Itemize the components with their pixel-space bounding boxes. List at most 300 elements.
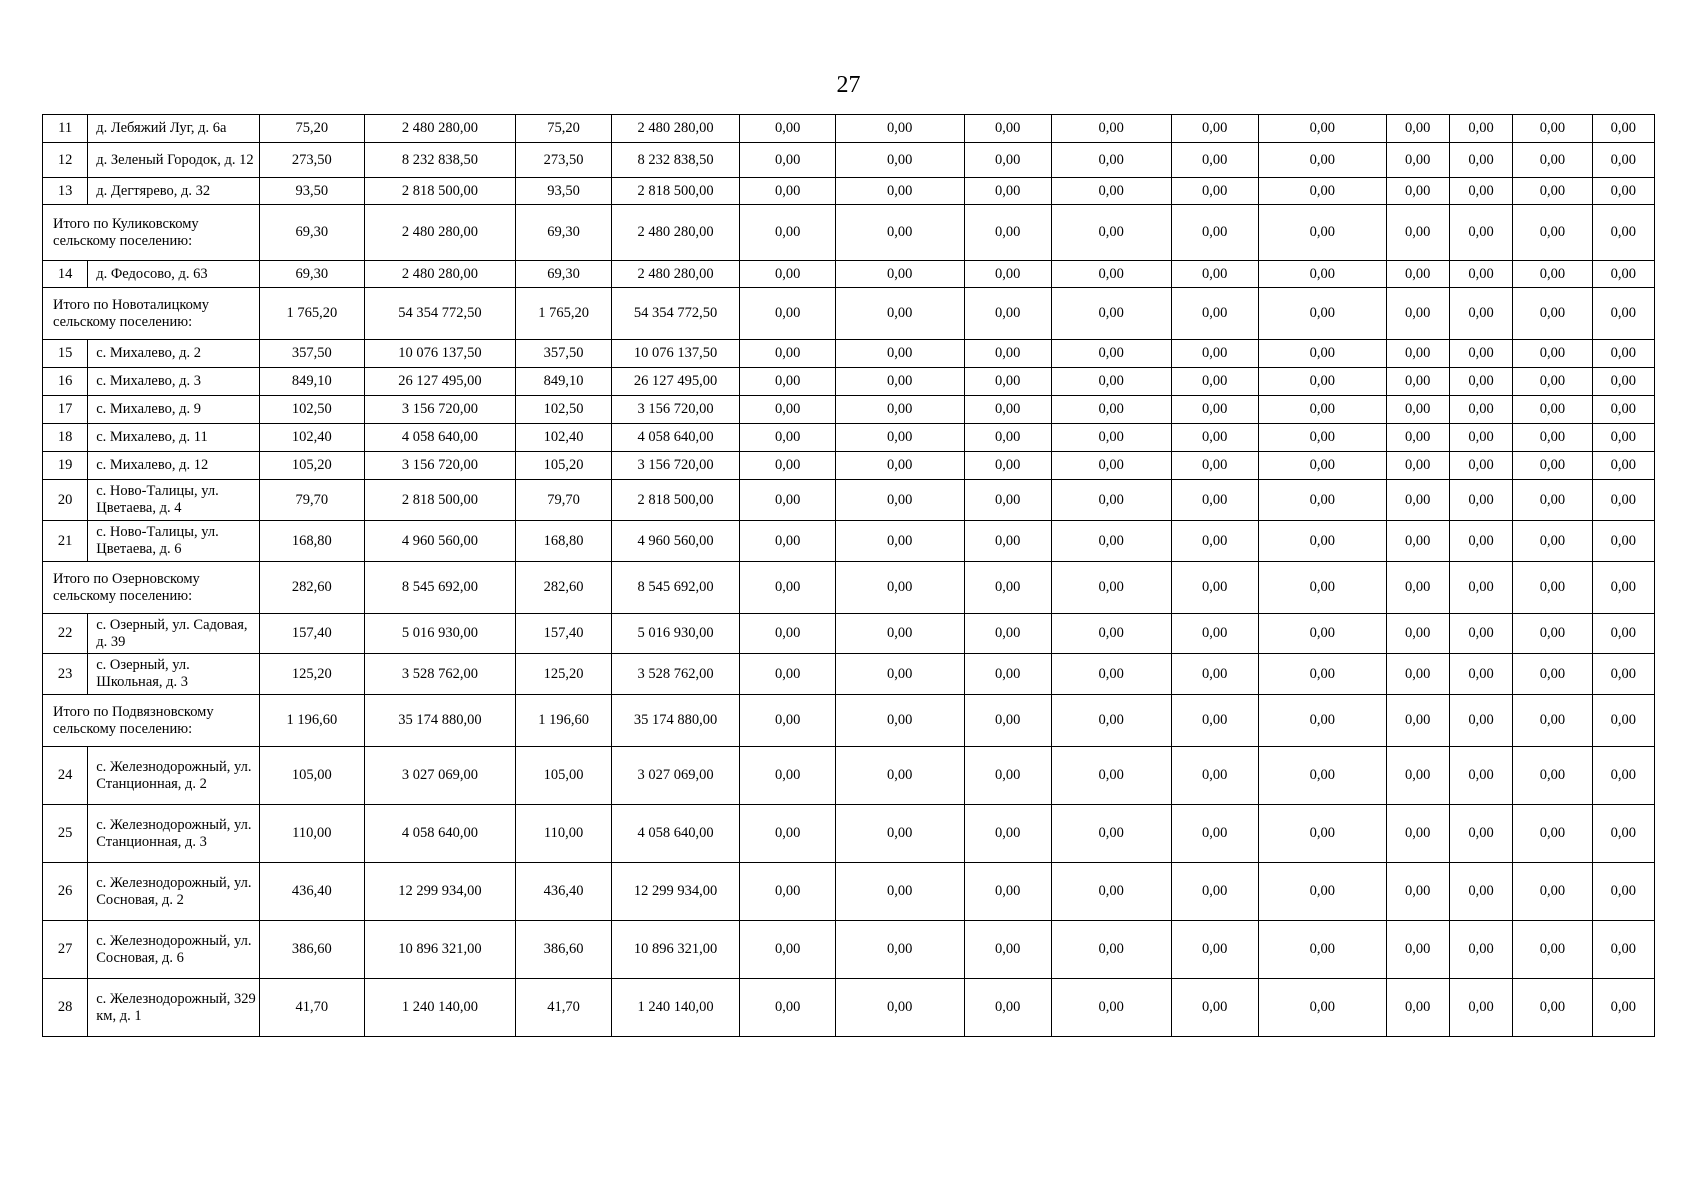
page-number: 27 <box>836 72 861 98</box>
value-cell: 0,00 <box>1592 654 1654 695</box>
value-cell: 168,80 <box>260 521 365 562</box>
value-cell: 0,00 <box>1592 562 1654 614</box>
value-cell: 0,00 <box>1449 695 1512 747</box>
value-cell: 0,00 <box>1592 979 1654 1037</box>
value-cell: 0,00 <box>1171 452 1258 480</box>
value-cell: 0,00 <box>1386 424 1449 452</box>
value-cell: 0,00 <box>1592 396 1654 424</box>
value-cell: 0,00 <box>1386 921 1449 979</box>
value-cell: 0,00 <box>1449 288 1512 340</box>
value-cell: 0,00 <box>1258 805 1386 863</box>
value-cell: 0,00 <box>1258 205 1386 261</box>
value-cell: 54 354 772,50 <box>611 288 740 340</box>
value-cell: 0,00 <box>1449 805 1512 863</box>
value-cell: 0,00 <box>1386 340 1449 368</box>
value-cell: 0,00 <box>740 115 835 143</box>
value-cell: 0,00 <box>1171 921 1258 979</box>
value-cell: 0,00 <box>1051 178 1171 205</box>
value-cell: 0,00 <box>964 521 1051 562</box>
value-cell: 54 354 772,50 <box>364 288 516 340</box>
value-cell: 0,00 <box>740 979 835 1037</box>
value-cell: 168,80 <box>516 521 611 562</box>
value-cell: 0,00 <box>740 695 835 747</box>
value-cell: 0,00 <box>1386 863 1449 921</box>
value-cell: 0,00 <box>964 115 1051 143</box>
address-cell: с. Озерный, ул. Школьная, д. 3 <box>88 654 260 695</box>
value-cell: 0,00 <box>1449 143 1512 178</box>
value-cell: 102,40 <box>516 424 611 452</box>
value-cell: 0,00 <box>964 396 1051 424</box>
value-cell: 0,00 <box>835 396 964 424</box>
value-cell: 93,50 <box>260 178 365 205</box>
value-cell: 0,00 <box>1449 424 1512 452</box>
value-cell: 0,00 <box>1449 115 1512 143</box>
value-cell: 0,00 <box>1171 614 1258 654</box>
value-cell: 0,00 <box>1386 614 1449 654</box>
value-cell: 0,00 <box>1513 921 1592 979</box>
table-row <box>43 340 1655 368</box>
table-row <box>43 115 1655 143</box>
value-cell: 8 232 838,50 <box>364 143 516 178</box>
value-cell: 0,00 <box>1051 452 1171 480</box>
value-cell: 0,00 <box>1513 562 1592 614</box>
value-cell: 0,00 <box>740 205 835 261</box>
value-cell: 0,00 <box>1258 396 1386 424</box>
value-cell: 282,60 <box>516 562 611 614</box>
row-number: 20 <box>43 480 88 521</box>
value-cell: 69,30 <box>516 261 611 288</box>
value-cell: 5 016 930,00 <box>611 614 740 654</box>
value-cell: 0,00 <box>1513 654 1592 695</box>
value-cell: 4 058 640,00 <box>611 805 740 863</box>
value-cell: 2 480 280,00 <box>364 115 516 143</box>
value-cell: 0,00 <box>835 521 964 562</box>
value-cell: 0,00 <box>1258 143 1386 178</box>
value-cell: 3 027 069,00 <box>611 747 740 805</box>
address-cell: д. Зеленый Городок, д. 12 <box>88 143 260 178</box>
value-cell: 0,00 <box>1051 747 1171 805</box>
value-cell: 0,00 <box>1386 396 1449 424</box>
value-cell: 0,00 <box>835 340 964 368</box>
value-cell: 0,00 <box>1051 979 1171 1037</box>
value-cell: 0,00 <box>1592 863 1654 921</box>
value-cell: 12 299 934,00 <box>611 863 740 921</box>
value-cell: 0,00 <box>1051 205 1171 261</box>
value-cell: 0,00 <box>1258 340 1386 368</box>
value-cell: 0,00 <box>1171 805 1258 863</box>
value-cell: 0,00 <box>1513 115 1592 143</box>
row-number: 19 <box>43 452 88 480</box>
value-cell: 110,00 <box>516 805 611 863</box>
value-cell: 436,40 <box>260 863 365 921</box>
value-cell: 0,00 <box>740 805 835 863</box>
value-cell: 102,50 <box>516 396 611 424</box>
subtotal-label: Итого по Новоталицкому сельскому поселению: <box>43 288 260 340</box>
value-cell: 0,00 <box>964 452 1051 480</box>
value-cell: 0,00 <box>964 805 1051 863</box>
value-cell: 282,60 <box>260 562 365 614</box>
value-cell: 3 156 720,00 <box>611 452 740 480</box>
value-cell: 0,00 <box>1449 863 1512 921</box>
table-row <box>43 368 1655 396</box>
value-cell: 4 960 560,00 <box>611 521 740 562</box>
value-cell: 0,00 <box>1513 143 1592 178</box>
value-cell: 10 896 321,00 <box>364 921 516 979</box>
value-cell: 2 818 500,00 <box>364 480 516 521</box>
value-cell: 41,70 <box>516 979 611 1037</box>
value-cell: 0,00 <box>1592 695 1654 747</box>
row-number: 17 <box>43 396 88 424</box>
table-row <box>43 747 1655 805</box>
value-cell: 8 232 838,50 <box>611 143 740 178</box>
value-cell: 436,40 <box>516 863 611 921</box>
subtotal-label: Итого по Озерновскому сельскому поселению: <box>43 562 260 614</box>
row-number: 18 <box>43 424 88 452</box>
value-cell: 0,00 <box>964 747 1051 805</box>
value-cell: 0,00 <box>1386 747 1449 805</box>
value-cell: 0,00 <box>1258 288 1386 340</box>
value-cell: 0,00 <box>740 654 835 695</box>
value-cell: 0,00 <box>1258 452 1386 480</box>
value-cell: 0,00 <box>1592 178 1654 205</box>
value-cell: 2 818 500,00 <box>611 480 740 521</box>
row-number: 25 <box>43 805 88 863</box>
value-cell: 0,00 <box>1171 143 1258 178</box>
value-cell: 0,00 <box>835 178 964 205</box>
table-row <box>43 979 1655 1037</box>
value-cell: 0,00 <box>1051 340 1171 368</box>
value-cell: 75,20 <box>516 115 611 143</box>
value-cell: 0,00 <box>1051 521 1171 562</box>
address-cell: с. Железнодорожный, ул. Станционная, д. 2 <box>88 747 260 805</box>
row-number: 11 <box>43 115 88 143</box>
value-cell: 8 545 692,00 <box>611 562 740 614</box>
value-cell: 26 127 495,00 <box>611 368 740 396</box>
value-cell: 2 480 280,00 <box>611 261 740 288</box>
value-cell: 2 480 280,00 <box>364 261 516 288</box>
value-cell: 0,00 <box>1171 340 1258 368</box>
address-cell: с. Михалево, д. 3 <box>88 368 260 396</box>
row-number: 24 <box>43 747 88 805</box>
row-number: 26 <box>43 863 88 921</box>
value-cell: 0,00 <box>1051 143 1171 178</box>
address-cell: с. Железнодорожный, ул. Сосновая, д. 2 <box>88 863 260 921</box>
value-cell: 0,00 <box>1171 747 1258 805</box>
value-cell: 0,00 <box>1171 115 1258 143</box>
value-cell: 1 765,20 <box>516 288 611 340</box>
value-cell: 0,00 <box>1513 205 1592 261</box>
value-cell: 0,00 <box>964 562 1051 614</box>
value-cell: 0,00 <box>1051 480 1171 521</box>
address-cell: с. Озерный, ул. Садовая, д. 39 <box>88 614 260 654</box>
subtotal-row <box>43 562 1655 614</box>
value-cell: 0,00 <box>835 863 964 921</box>
value-cell: 0,00 <box>1386 521 1449 562</box>
value-cell: 0,00 <box>964 654 1051 695</box>
value-cell: 0,00 <box>1386 178 1449 205</box>
value-cell: 10 076 137,50 <box>611 340 740 368</box>
value-cell: 357,50 <box>260 340 365 368</box>
value-cell: 0,00 <box>1592 921 1654 979</box>
value-cell: 0,00 <box>1051 368 1171 396</box>
value-cell: 0,00 <box>740 288 835 340</box>
value-cell: 0,00 <box>1258 654 1386 695</box>
row-number: 13 <box>43 178 88 205</box>
value-cell: 0,00 <box>1051 614 1171 654</box>
value-cell: 0,00 <box>1386 261 1449 288</box>
value-cell: 0,00 <box>1513 480 1592 521</box>
table-row <box>43 654 1655 695</box>
value-cell: 0,00 <box>1171 480 1258 521</box>
value-cell: 0,00 <box>964 143 1051 178</box>
value-cell: 1 196,60 <box>516 695 611 747</box>
value-cell: 0,00 <box>1592 143 1654 178</box>
value-cell: 0,00 <box>835 424 964 452</box>
value-cell: 0,00 <box>1592 288 1654 340</box>
value-cell: 0,00 <box>1386 368 1449 396</box>
value-cell: 0,00 <box>1449 654 1512 695</box>
table-body <box>43 115 1655 1037</box>
value-cell: 0,00 <box>1449 340 1512 368</box>
value-cell: 0,00 <box>740 340 835 368</box>
value-cell: 0,00 <box>1449 261 1512 288</box>
value-cell: 0,00 <box>1513 614 1592 654</box>
table-row <box>43 480 1655 521</box>
value-cell: 0,00 <box>1449 368 1512 396</box>
value-cell: 0,00 <box>1258 368 1386 396</box>
value-cell: 0,00 <box>835 115 964 143</box>
value-cell: 0,00 <box>1171 654 1258 695</box>
value-cell: 0,00 <box>1592 452 1654 480</box>
value-cell: 3 156 720,00 <box>611 396 740 424</box>
value-cell: 0,00 <box>1171 521 1258 562</box>
value-cell: 0,00 <box>740 396 835 424</box>
value-cell: 1 240 140,00 <box>611 979 740 1037</box>
value-cell: 35 174 880,00 <box>611 695 740 747</box>
value-cell: 0,00 <box>1449 614 1512 654</box>
value-cell: 273,50 <box>516 143 611 178</box>
value-cell: 3 528 762,00 <box>611 654 740 695</box>
value-cell: 0,00 <box>1386 115 1449 143</box>
value-cell: 0,00 <box>964 368 1051 396</box>
value-cell: 0,00 <box>1051 805 1171 863</box>
value-cell: 273,50 <box>260 143 365 178</box>
value-cell: 0,00 <box>740 562 835 614</box>
row-number: 22 <box>43 614 88 654</box>
value-cell: 0,00 <box>1051 562 1171 614</box>
value-cell: 105,00 <box>260 747 365 805</box>
value-cell: 4 960 560,00 <box>364 521 516 562</box>
value-cell: 0,00 <box>740 178 835 205</box>
value-cell: 0,00 <box>1258 521 1386 562</box>
subtotal-label: Итого по Подвязновскому сельскому поселению: <box>43 695 260 747</box>
value-cell: 0,00 <box>1449 521 1512 562</box>
value-cell: 0,00 <box>835 143 964 178</box>
value-cell: 0,00 <box>1171 863 1258 921</box>
value-cell: 8 545 692,00 <box>364 562 516 614</box>
value-cell: 0,00 <box>1592 424 1654 452</box>
value-cell: 0,00 <box>1386 654 1449 695</box>
value-cell: 102,40 <box>260 424 365 452</box>
value-cell: 0,00 <box>1592 340 1654 368</box>
address-cell: с. Железнодорожный, ул. Сосновая, д. 6 <box>88 921 260 979</box>
value-cell: 0,00 <box>1513 288 1592 340</box>
value-cell: 0,00 <box>1449 979 1512 1037</box>
address-cell: д. Дегтярево, д. 32 <box>88 178 260 205</box>
value-cell: 0,00 <box>1513 261 1592 288</box>
value-cell: 105,00 <box>516 747 611 805</box>
table-row <box>43 614 1655 654</box>
value-cell: 0,00 <box>740 614 835 654</box>
value-cell: 0,00 <box>1258 979 1386 1037</box>
value-cell: 0,00 <box>1171 424 1258 452</box>
value-cell: 0,00 <box>1051 863 1171 921</box>
value-cell: 0,00 <box>1449 747 1512 805</box>
address-cell: с. Железнодорожный, 329 км, д. 1 <box>88 979 260 1037</box>
value-cell: 0,00 <box>964 424 1051 452</box>
value-cell: 0,00 <box>1386 205 1449 261</box>
value-cell: 0,00 <box>964 340 1051 368</box>
value-cell: 0,00 <box>1386 288 1449 340</box>
value-cell: 26 127 495,00 <box>364 368 516 396</box>
table-row <box>43 521 1655 562</box>
row-number: 28 <box>43 979 88 1037</box>
value-cell: 0,00 <box>1171 205 1258 261</box>
value-cell: 12 299 934,00 <box>364 863 516 921</box>
table-row <box>43 424 1655 452</box>
value-cell: 0,00 <box>1449 452 1512 480</box>
address-cell: с. Михалево, д. 2 <box>88 340 260 368</box>
value-cell: 3 027 069,00 <box>364 747 516 805</box>
value-cell: 0,00 <box>1449 480 1512 521</box>
address-cell: с. Ново-Талицы, ул. Цветаева, д. 6 <box>88 521 260 562</box>
value-cell: 0,00 <box>964 863 1051 921</box>
value-cell: 0,00 <box>1258 424 1386 452</box>
value-cell: 0,00 <box>1051 695 1171 747</box>
table-row <box>43 921 1655 979</box>
value-cell: 0,00 <box>1592 205 1654 261</box>
row-number: 12 <box>43 143 88 178</box>
subtotal-row <box>43 695 1655 747</box>
value-cell: 0,00 <box>1513 695 1592 747</box>
value-cell: 0,00 <box>1258 115 1386 143</box>
value-cell: 0,00 <box>1592 261 1654 288</box>
value-cell: 102,50 <box>260 396 365 424</box>
value-cell: 0,00 <box>1592 521 1654 562</box>
value-cell: 69,30 <box>516 205 611 261</box>
value-cell: 5 016 930,00 <box>364 614 516 654</box>
value-cell: 0,00 <box>835 921 964 979</box>
value-cell: 0,00 <box>1513 340 1592 368</box>
value-cell: 0,00 <box>1513 452 1592 480</box>
value-cell: 0,00 <box>835 695 964 747</box>
value-cell: 75,20 <box>260 115 365 143</box>
value-cell: 69,30 <box>260 261 365 288</box>
value-cell: 125,20 <box>516 654 611 695</box>
value-cell: 0,00 <box>1171 261 1258 288</box>
table-row <box>43 261 1655 288</box>
value-cell: 0,00 <box>1513 979 1592 1037</box>
value-cell: 79,70 <box>260 480 365 521</box>
value-cell: 0,00 <box>1171 562 1258 614</box>
value-cell: 0,00 <box>1258 562 1386 614</box>
value-cell: 110,00 <box>260 805 365 863</box>
value-cell: 386,60 <box>516 921 611 979</box>
row-number: 16 <box>43 368 88 396</box>
subtotal-row <box>43 288 1655 340</box>
table-row <box>43 143 1655 178</box>
value-cell: 0,00 <box>1513 178 1592 205</box>
value-cell: 0,00 <box>1513 521 1592 562</box>
value-cell: 0,00 <box>964 695 1051 747</box>
address-cell: д. Федосово, д. 63 <box>88 261 260 288</box>
value-cell: 0,00 <box>964 288 1051 340</box>
value-cell: 0,00 <box>740 521 835 562</box>
value-cell: 4 058 640,00 <box>364 424 516 452</box>
value-cell: 0,00 <box>835 452 964 480</box>
value-cell: 0,00 <box>964 614 1051 654</box>
value-cell: 0,00 <box>740 863 835 921</box>
value-cell: 0,00 <box>1051 396 1171 424</box>
value-cell: 105,20 <box>260 452 365 480</box>
value-cell: 0,00 <box>835 288 964 340</box>
value-cell: 0,00 <box>1592 805 1654 863</box>
value-cell: 0,00 <box>1386 805 1449 863</box>
value-cell: 0,00 <box>740 143 835 178</box>
subtotal-label: Итого по Куликовскому сельскому поселению: <box>43 205 260 261</box>
value-cell: 849,10 <box>260 368 365 396</box>
value-cell: 157,40 <box>516 614 611 654</box>
address-cell: с. Михалево, д. 12 <box>88 452 260 480</box>
table-row <box>43 805 1655 863</box>
value-cell: 0,00 <box>835 614 964 654</box>
value-cell: 0,00 <box>1592 614 1654 654</box>
value-cell: 0,00 <box>1258 921 1386 979</box>
value-cell: 0,00 <box>1386 143 1449 178</box>
value-cell: 0,00 <box>1386 480 1449 521</box>
value-cell: 0,00 <box>1171 396 1258 424</box>
value-cell: 0,00 <box>964 480 1051 521</box>
row-number: 23 <box>43 654 88 695</box>
value-cell: 35 174 880,00 <box>364 695 516 747</box>
value-cell: 0,00 <box>1171 695 1258 747</box>
address-cell: с. Железнодорожный, ул. Станционная, д. 3 <box>88 805 260 863</box>
value-cell: 0,00 <box>1592 368 1654 396</box>
row-number: 21 <box>43 521 88 562</box>
table-row <box>43 452 1655 480</box>
value-cell: 0,00 <box>835 205 964 261</box>
value-cell: 0,00 <box>964 178 1051 205</box>
table-row <box>43 178 1655 205</box>
value-cell: 3 528 762,00 <box>364 654 516 695</box>
value-cell: 0,00 <box>1513 396 1592 424</box>
value-cell: 0,00 <box>740 452 835 480</box>
value-cell: 69,30 <box>260 205 365 261</box>
value-cell: 0,00 <box>1051 115 1171 143</box>
value-cell: 0,00 <box>1171 288 1258 340</box>
subtotal-row <box>43 205 1655 261</box>
value-cell: 1 196,60 <box>260 695 365 747</box>
value-cell: 849,10 <box>516 368 611 396</box>
value-cell: 0,00 <box>1171 368 1258 396</box>
value-cell: 0,00 <box>835 979 964 1037</box>
value-cell: 0,00 <box>1449 921 1512 979</box>
value-cell: 125,20 <box>260 654 365 695</box>
value-cell: 0,00 <box>835 805 964 863</box>
value-cell: 10 076 137,50 <box>364 340 516 368</box>
value-cell: 0,00 <box>835 368 964 396</box>
value-cell: 0,00 <box>835 654 964 695</box>
